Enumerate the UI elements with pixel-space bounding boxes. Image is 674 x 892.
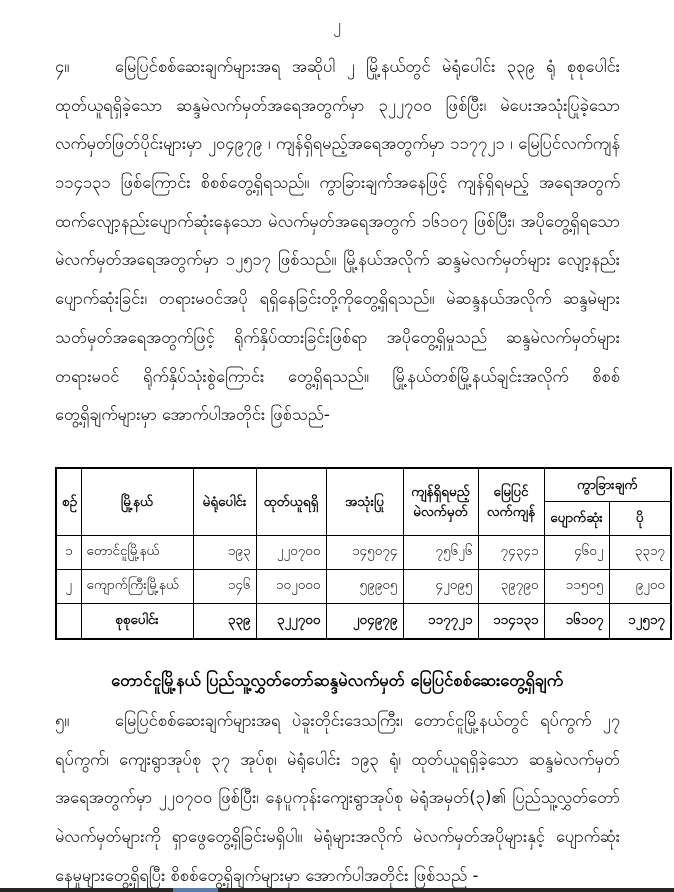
col-header-ground-balance bbox=[478, 468, 544, 535]
body-line: လက်မှတ်ဖြတ်ပိုင်းများမှာ ၂၀၄၉၇၉ ၊ ကျန်ရှိရမည့်အရေအတွက်မှာ ၁၁၇၇၂၁ ၊ မြေပြင်လက်ကျန် bbox=[55, 134, 620, 154]
body-line: နေမှုများတွေ့ရှိရပြီး စိစစ်တွေ့ရှိချက်များမှာ အောက်ပါအတိုင်း ဖြစ်သည် - bbox=[55, 865, 479, 885]
total-stations: ၃၃၉ bbox=[193, 603, 256, 639]
cell-remaining: ၄၂၀၉၅ bbox=[403, 569, 478, 603]
totals-label: စုစုပေါင်း bbox=[81, 603, 193, 639]
col-header-used: အသုံးပြု bbox=[326, 468, 403, 535]
cell-extra: ၉၂၀၀ bbox=[609, 569, 671, 603]
total-ground-balance: ၁၁၄၁၃၁ bbox=[478, 603, 544, 639]
cell-lost: ၁၁၅၀၅ bbox=[544, 569, 609, 603]
cell-serial-empty bbox=[56, 603, 81, 639]
body-line: မဲလက်မှတ်အရေအတွက်မှာ ၁၂၅၁၇ ဖြစ်သည်။ မြို့နယ်အလိုက် ဆန္ဒမဲလက်မှတ်များ လျော့နည်း bbox=[55, 250, 620, 270]
total-lost: ၁၆၁၀၇ bbox=[544, 603, 609, 639]
col-header-remaining bbox=[403, 468, 478, 535]
total-extra: ၁၂၅၁၇ bbox=[609, 603, 671, 639]
cell-ground-balance: ၃၉၇၉၀ bbox=[478, 569, 544, 603]
body-line: တွေ့ရှိချက်များမှာ အောက်ပါအတိုင်း ဖြစ်သည်- bbox=[55, 405, 330, 425]
body-line-text: မြေပြင်စစ်ဆေးချက်များအရ အဆိုပါ ၂ မြို့နယ်တွင် မဲရုံပေါင်း ၃၃၉ ရုံ စုစုပေါင်း bbox=[115, 57, 620, 76]
body-line: ရပ်ကွက်၊ ကျေးရွာအုပ်စု ၃၇ အုပ်စု၊ မဲရုံပေါင်း ၁၉၃ ရုံ၊ ထုတ်ယူရရှိခဲ့သော ဆန္ဒမဲလက်မှတ် bbox=[55, 749, 620, 769]
cell-extra: ၃၃၁၇ bbox=[609, 535, 671, 569]
col-header-received: ထုတ်ယူရရှိ bbox=[256, 468, 326, 535]
col-header-remaining-line2: မဲလက်မှတ် bbox=[413, 503, 468, 520]
cell-stations: ၁၄၆ bbox=[193, 569, 256, 603]
body-line: တရားမဝင် ရိုက်နှိပ်သုံးစွဲကြောင်း တွေ့ရှိရသည်။ မြို့နယ်တစ်မြို့နယ်ချင်းအလိုက် စိစစ် bbox=[55, 366, 620, 386]
bottom-edge-accent bbox=[173, 888, 218, 892]
col-header-serial: စဉ် bbox=[56, 468, 81, 535]
item-number: ၅။ bbox=[55, 711, 70, 730]
item-number: ၄။ bbox=[55, 57, 70, 76]
cell-received: ၁၀၂၀၀၀ bbox=[256, 569, 326, 603]
cell-ground-balance: ၇၄၃၄၁ bbox=[478, 535, 544, 569]
col-header-ground-line1: မြေပြင် bbox=[493, 483, 529, 500]
body-line: ပျောက်ဆုံးခြင်း၊ တရားမဝင်အပို ရရှိနေခြင်းတို့ကိုတွေ့ရှိရသည်။ မဲဆန္ဒနယ်အလိုက် ဆန္ဒမဲများ bbox=[55, 289, 620, 309]
table-totals-row bbox=[56, 603, 671, 639]
cell-lost: ၄၆၀၂ bbox=[544, 535, 609, 569]
col-header-township: မြို့နယ် bbox=[81, 468, 193, 535]
col-header-remaining-line1: ကျန်ရှိရမည့် bbox=[411, 483, 470, 500]
table-row bbox=[56, 535, 671, 569]
cell-received: ၂၂၀၇၀၀ bbox=[256, 535, 326, 569]
col-header-extra: ပို bbox=[609, 501, 671, 535]
bottom-window-edge bbox=[0, 888, 674, 892]
paragraph-4 bbox=[55, 48, 620, 435]
col-header-stations: မဲရုံပေါင်း bbox=[193, 468, 256, 535]
cell-serial: ၁ bbox=[56, 535, 81, 569]
cell-used: ၁၄၅၀၇၄ bbox=[326, 535, 403, 569]
cell-remaining: ၇၅၆၂၆ bbox=[403, 535, 478, 569]
body-line: ထုတ်ယူရရှိခဲ့သော ဆန္ဒမဲလက်မှတ်အရေအတွက်မှာ ၃၂၂၇၀၀ ဖြစ်ပြီး၊ မဲပေးအသုံးပြုခဲ့သော bbox=[55, 95, 620, 115]
cell-serial: ၂ bbox=[56, 569, 81, 603]
cell-township: ကျောက်ကြီးမြို့နယ် bbox=[81, 569, 193, 603]
ballot-reconciliation-table bbox=[55, 467, 672, 640]
section-heading: တောင်ငူမြို့နယ် ပြည်သူ့လွှတ်တော်ဆန္ဒမဲလက်မှတ် မြေပြင်စစ်ဆေးတွေ့ရှိချက် bbox=[111, 671, 563, 690]
body-line bbox=[55, 702, 620, 741]
cell-used: ၅၉၉၀၅ bbox=[326, 569, 403, 603]
col-header-difference: ကွာခြားချက် bbox=[544, 468, 671, 501]
table-row bbox=[56, 569, 671, 603]
body-line: သတ်မှတ်အရေအတွက်ဖြင့် ရိုက်နှိပ်ထားခြင်းဖြစ်ရာ အပိုတွေ့ရှိမှုသည် ဆန္ဒမဲလက်မှတ်များ bbox=[55, 327, 620, 347]
total-remaining: ၁၁၇၇၂၁ bbox=[403, 603, 478, 639]
cell-stations: ၁၉၃ bbox=[193, 535, 256, 569]
total-received: ၃၂၂၇၀၀ bbox=[256, 603, 326, 639]
body-line: အရေအတွက်မှာ ၂၂၀၇၀၀ ဖြစ်ပြီး၊ နေပူကုန်းကျေးရွာအုပ်စု မဲရုံအမှတ်(၃)၏ ပြည်သူ့လွှတ်တော် bbox=[55, 788, 620, 808]
body-line: ၁၁၄၁၃၁ ဖြစ်ကြောင်း စိစစ်တွေ့ရှိရသည်။ ကွာခြားချက်အနေဖြင့် ကျန်ရှိရမည့် အရေအတွက် bbox=[55, 173, 620, 193]
body-line: ထက်လျော့နည်းပျောက်ဆုံးနေသော မဲလက်မှတ်အရေအတွက် ၁၆၁၀၇ ဖြစ်ပြီး၊ အပိုတွေ့ရှိရသော bbox=[55, 211, 620, 231]
body-line: မဲလက်မှတ်များကို ရှာဖွေတွေ့ရှိခြင်းမရှိပါ။ မဲရုံများအလိုက် မဲလက်မှတ်အပိုများနှင့် ပျောက်ဆုံး bbox=[55, 827, 620, 847]
body-line-text: မြေပြင်စစ်ဆေးချက်များအရ ပဲခူးတိုင်းဒေသကြီး၊ တောင်ငူမြို့နယ်တွင် ရပ်ကွက် ၂၇ bbox=[115, 711, 620, 730]
paragraph-5 bbox=[55, 702, 620, 892]
body-line bbox=[55, 48, 620, 87]
col-header-lost: ပျောက်ဆုံး bbox=[544, 501, 609, 535]
col-header-ground-line2: လက်ကျန် bbox=[486, 503, 536, 520]
cell-township: တောင်ငူမြို့နယ် bbox=[81, 535, 193, 569]
page-number: ၂ bbox=[333, 15, 341, 34]
total-used: ၂၀၄၉၇၉ bbox=[326, 603, 403, 639]
